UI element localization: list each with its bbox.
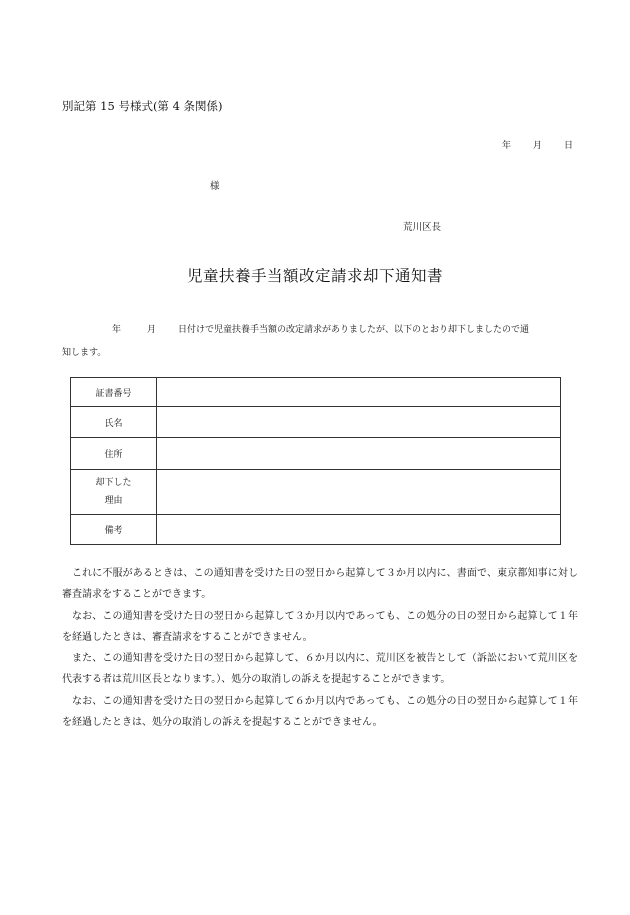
certificate-number-label: 証書番号 [71, 378, 157, 407]
certificate-number-value [157, 378, 561, 407]
date-year-label: 年 [502, 141, 512, 151]
intro-year-label: 年 [112, 325, 122, 335]
table-row [71, 470, 561, 515]
intro-text-line2: 知します。 [62, 348, 107, 358]
table-row [71, 407, 561, 438]
date-month-label: 月 [533, 141, 543, 151]
document-title: 児童扶養手当額改定請求却下通知書 [186, 267, 443, 285]
table-row [71, 515, 561, 545]
remarks-value [157, 515, 561, 545]
appeal-notes [62, 563, 578, 733]
name-label: 氏名 [71, 407, 157, 438]
rejection-reason-label [71, 470, 157, 515]
note-paragraph-3: また、この通知書を受けた日の翌日から起算して、６か月以内に、荒川区を被告として（訴訟において荒川区を代表する者は荒川区長となります。）、処分の取消しの訴えを提起することができます。 [62, 653, 578, 686]
rejection-reason-label-line1: 却下した [95, 478, 132, 488]
address-label: 住所 [71, 438, 157, 470]
remarks-label: 備考 [71, 515, 157, 545]
date-day-label: 日 [564, 141, 574, 151]
note-paragraph-2: なお、この通知書を受けた日の翌日から起算して３か月以内であっても、この処分の日の翌日から起算して１年を経過したときは、審査請求をすることができません。 [62, 610, 578, 643]
intro-paragraph [62, 319, 578, 365]
form-number-label: 別記第 15 号様式(第 4 条関係) [62, 99, 223, 113]
address-value [157, 438, 561, 470]
table-row [71, 438, 561, 470]
rejection-reason-value [157, 470, 561, 515]
intro-text-line1: 日付けで児童扶養手当額の改定請求がありましたが、以下のとおり却下しましたので通 [178, 325, 530, 335]
intro-month-label: 月 [147, 325, 157, 335]
rejection-reason-label-line2: 理由 [104, 496, 123, 506]
addressee-suffix: 様 [210, 181, 220, 192]
note-paragraph-4: なお、この通知書を受けた日の翌日から起算して６か月以内であっても、この処分の日の翌日から起算して１年を経過したときは、処分の取消しの訴えを提起することができません。 [62, 695, 578, 729]
note-paragraph-1: これに不服があるときは、この通知書を受けた日の翌日から起算して３か月以内に、書面で、東京都知事に対し審査請求をすることができます。 [62, 568, 578, 601]
info-table [70, 377, 561, 545]
issuer-name: 荒川区長 [403, 222, 442, 233]
intro-line-1 [62, 319, 578, 342]
table-row [71, 378, 561, 407]
name-value [157, 407, 561, 438]
